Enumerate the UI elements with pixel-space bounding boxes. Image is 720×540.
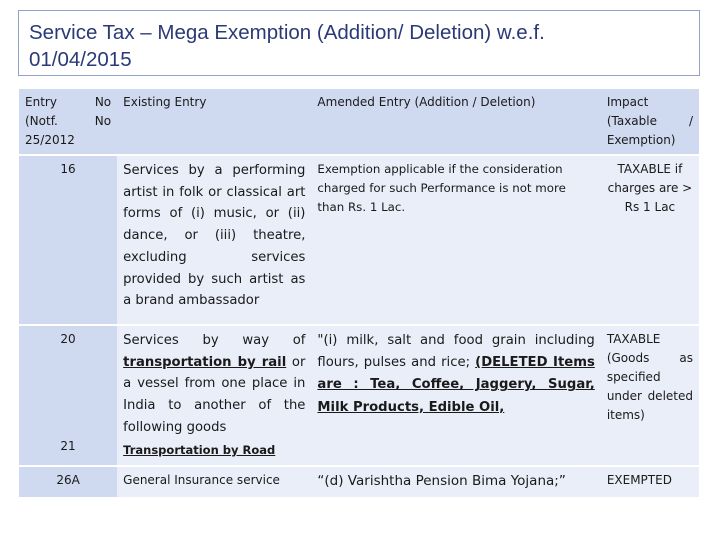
impact-text: TAXABLE if charges are > Rs 1 Lac	[601, 155, 699, 325]
entry-number: 20	[60, 332, 76, 346]
entry-number: 26A	[19, 466, 117, 498]
existing-entry-sub: Transportation by Road	[123, 442, 276, 457]
amended-entry-text: “(d) Varishtha Pension Bima Yojana;”	[311, 466, 600, 498]
amended-entry-pre: "(i) milk, salt and food grain including flours, pulses and rice;	[317, 333, 595, 371]
table-row	[19, 155, 699, 325]
existing-entry-underlined: transportation by rail	[123, 354, 287, 370]
table-row	[19, 325, 699, 466]
impact-text: EXEMPTED	[601, 466, 699, 498]
header-entry-no: Entry No (Notf. No 25/2012	[19, 89, 117, 155]
header-existing-entry: Existing Entry	[117, 89, 311, 155]
header-amended-entry: Amended Entry (Addition / Deletion)	[311, 89, 600, 155]
table-header-row	[19, 89, 699, 155]
table-row	[19, 466, 699, 498]
existing-entry-post: or a vessel from one place in India to another of the following goods	[123, 354, 306, 435]
header-impact: Impact (Taxable / Exemption)	[601, 89, 699, 155]
impact-text: TAXABLE (Goods as specified under deleted items)	[601, 325, 699, 466]
existing-entry-pre: Services by way of	[123, 333, 306, 348]
title-line-2: 01/04/2015	[29, 48, 132, 71]
existing-entry-cell	[117, 325, 311, 466]
existing-entry-text: General Insurance service	[117, 466, 311, 498]
existing-entry-text: Services by a performing artist in folk or classical art forms of (i) music, or (ii) dance, or (iii) theatre, excluding services provided by such artist as a brand ambassador	[117, 155, 311, 325]
amended-entry-text	[311, 325, 600, 466]
entry-number: 16	[19, 155, 117, 325]
existing-entry-text	[123, 330, 305, 439]
entry-number-sub: 21	[60, 439, 76, 453]
slide-title	[18, 10, 700, 76]
entry-number-cell	[19, 325, 117, 466]
amended-entry-underlined: (DELETED Items are : Tea, Coffee, Jaggery, Sugar, Milk Products, Edible Oil,	[317, 355, 595, 415]
title-line-1: Service Tax – Mega Exemption (Addition/ Deletion) w.e.f.	[29, 21, 545, 44]
exemption-table	[19, 89, 699, 499]
amended-entry-text: Exemption applicable if the consideration charged for such Performance is not more than Rs. 1 Lac.	[311, 155, 600, 325]
